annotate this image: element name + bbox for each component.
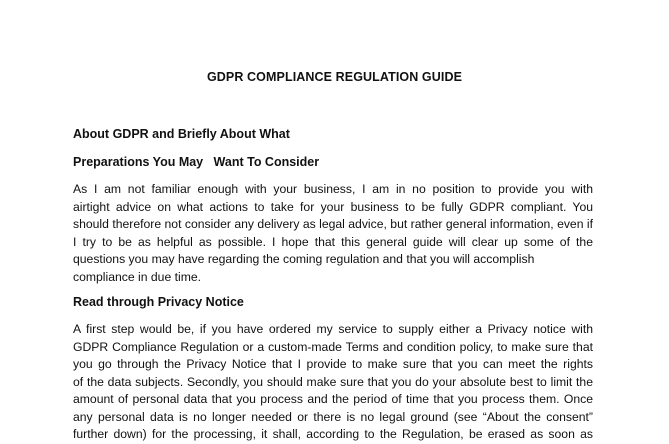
paragraph-line: As I am not familiar enough with your business, I am in no position to provide you with	[73, 182, 593, 196]
paragraph-line: further down) for the processing, it shall, according to the Regulation, be erased as soon as	[73, 427, 593, 441]
paragraph-privacy-notice	[73, 321, 593, 444]
section-heading-about-gdpr: About GDPR and Briefly About What	[73, 127, 290, 141]
paragraph-line: should therefore not consider any delivery as legal advice, but rather general information, even if	[73, 217, 593, 231]
paragraph-line: any personal data is no longer needed or there is no legal ground (see “About the consent”	[73, 409, 593, 424]
paragraph-line: airtight advice on what actions to take for your business to be fully GDPR compliant. You	[73, 199, 593, 214]
document-title: GDPR COMPLIANCE REGULATION GUIDE	[206, 70, 463, 84]
paragraph-line: GDPR Compliance Regulation or a custom-made Terms and condition policy, to make sure that	[73, 339, 593, 354]
paragraph-line: questions you may have regarding the coming regulation and that you will accomplish	[73, 252, 535, 266]
section-heading-preparations: Preparations You May Want To Consider	[73, 155, 320, 169]
paragraph-line: you go through the Privacy Notice that I provide to make sure that you can meet the rights	[73, 357, 593, 371]
paragraph-intro	[73, 181, 593, 286]
paragraph-line: amount of personal data that you process and the period of time that you process them. Once	[73, 392, 593, 406]
paragraph-line: I try to be as helpful as possible. I hope that this general guide will clear up some of the	[73, 234, 593, 249]
paragraph-line: of the data subjects. Secondly, you should make sure that you do your absolute best to limit the	[73, 374, 593, 389]
paragraph-line: A first step would be, if you have ordered my service to supply either a Privacy notice with	[73, 322, 593, 336]
section-heading-privacy-notice: Read through Privacy Notice	[73, 295, 244, 309]
paragraph-line: compliance in due time.	[73, 269, 202, 284]
